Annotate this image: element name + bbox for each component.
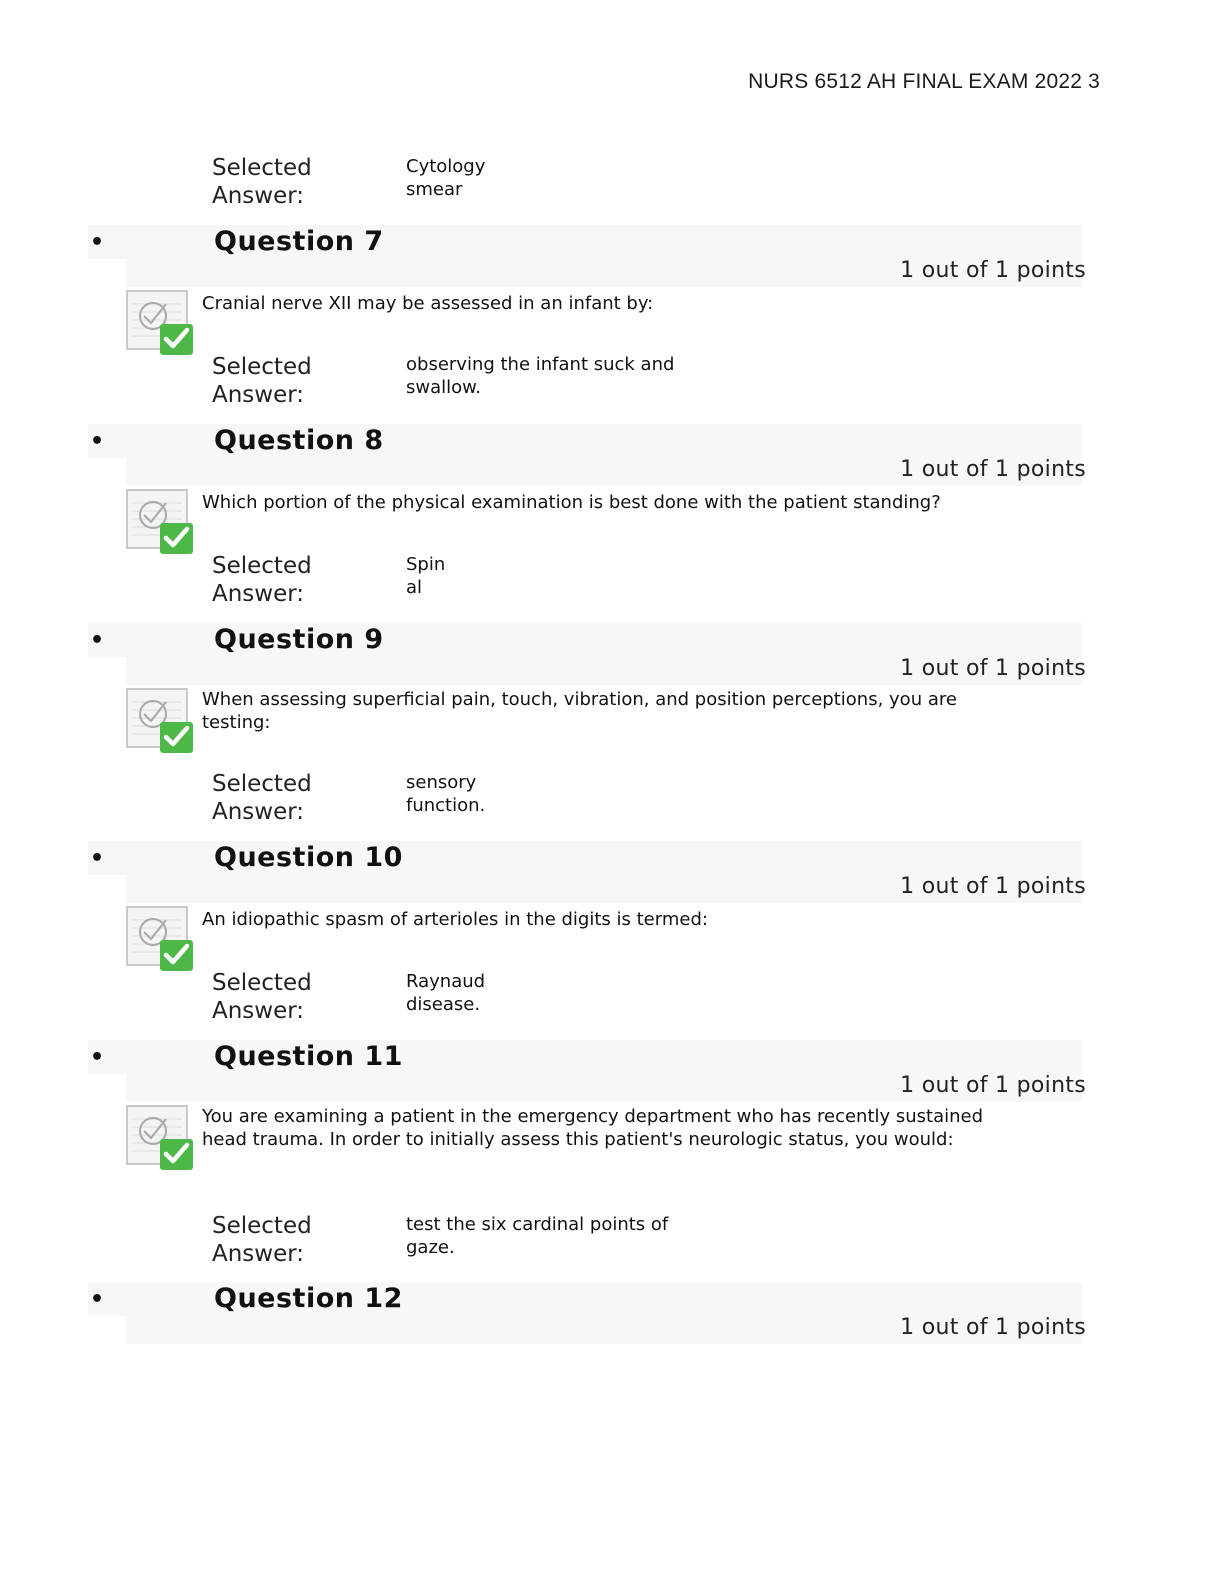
bullet-icon: • bbox=[89, 628, 105, 653]
question-points: 1 out of 1 points bbox=[900, 874, 1086, 899]
question-points: 1 out of 1 points bbox=[900, 1073, 1086, 1098]
question-header bbox=[88, 1040, 1086, 1102]
question-text: When assessing superficial pain, touch, vibration, and position perceptions, you are testing: bbox=[202, 689, 957, 733]
page-header: NURS 6512 AH FINAL EXAM 2022 3 bbox=[748, 70, 1100, 93]
question-title: Question 12 bbox=[214, 1283, 403, 1314]
question-header bbox=[88, 1282, 1086, 1344]
selected-answer-value: Raynaud disease. bbox=[406, 971, 486, 1015]
correct-answer-checkmark-icon bbox=[126, 489, 194, 555]
question-text: You are examining a patient in the emergency department who has recently sustained head trauma. In order to initially assess this patient's neurologic status, you would: bbox=[202, 1106, 984, 1150]
question-text: Which portion of the physical examination is best done with the patient standing? bbox=[202, 492, 941, 513]
question-title: Question 8 bbox=[214, 425, 384, 456]
selected-answer-label: Selected Answer: bbox=[212, 1213, 312, 1267]
question-header bbox=[88, 841, 1086, 903]
question-text: An idiopathic spasm of arterioles in the digits is termed: bbox=[202, 909, 708, 930]
question-points: 1 out of 1 points bbox=[900, 258, 1086, 283]
question-header bbox=[88, 225, 1086, 287]
selected-answer-label: Selected Answer: bbox=[212, 771, 312, 825]
question-points: 1 out of 1 points bbox=[900, 656, 1086, 681]
bullet-icon: • bbox=[89, 1045, 105, 1070]
bullet-icon: • bbox=[89, 846, 105, 871]
selected-answer-value: sensory function. bbox=[406, 772, 486, 816]
question-title: Question 11 bbox=[214, 1041, 403, 1072]
question-header bbox=[88, 623, 1086, 685]
question-title: Question 10 bbox=[214, 842, 403, 873]
selected-answer-label: Selected Answer: bbox=[212, 354, 312, 408]
selected-answer-label: Selected Answer: bbox=[212, 155, 312, 209]
question-title: Question 7 bbox=[214, 226, 384, 257]
question-header bbox=[88, 424, 1086, 486]
selected-answer-value: test the six cardinal points of gaze. bbox=[406, 1214, 669, 1258]
question-points: 1 out of 1 points bbox=[900, 457, 1086, 482]
correct-answer-checkmark-icon bbox=[126, 906, 194, 972]
selected-answer-label: Selected Answer: bbox=[212, 970, 312, 1024]
bullet-icon: • bbox=[89, 230, 105, 255]
question-points: 1 out of 1 points bbox=[900, 1315, 1086, 1340]
selected-answer-value: Spin al bbox=[406, 554, 446, 598]
selected-answer-value: Cytology smear bbox=[406, 156, 486, 200]
correct-answer-checkmark-icon bbox=[126, 688, 194, 754]
correct-answer-checkmark-icon bbox=[126, 1105, 194, 1171]
bullet-icon: • bbox=[89, 429, 105, 454]
question-title: Question 9 bbox=[214, 624, 384, 655]
selected-answer-value: observing the infant suck and swallow. bbox=[406, 354, 675, 398]
bullet-icon: • bbox=[89, 1287, 105, 1312]
question-text: Cranial nerve XII may be assessed in an infant by: bbox=[202, 293, 654, 314]
selected-answer-label: Selected Answer: bbox=[212, 553, 312, 607]
correct-answer-checkmark-icon bbox=[126, 290, 194, 356]
